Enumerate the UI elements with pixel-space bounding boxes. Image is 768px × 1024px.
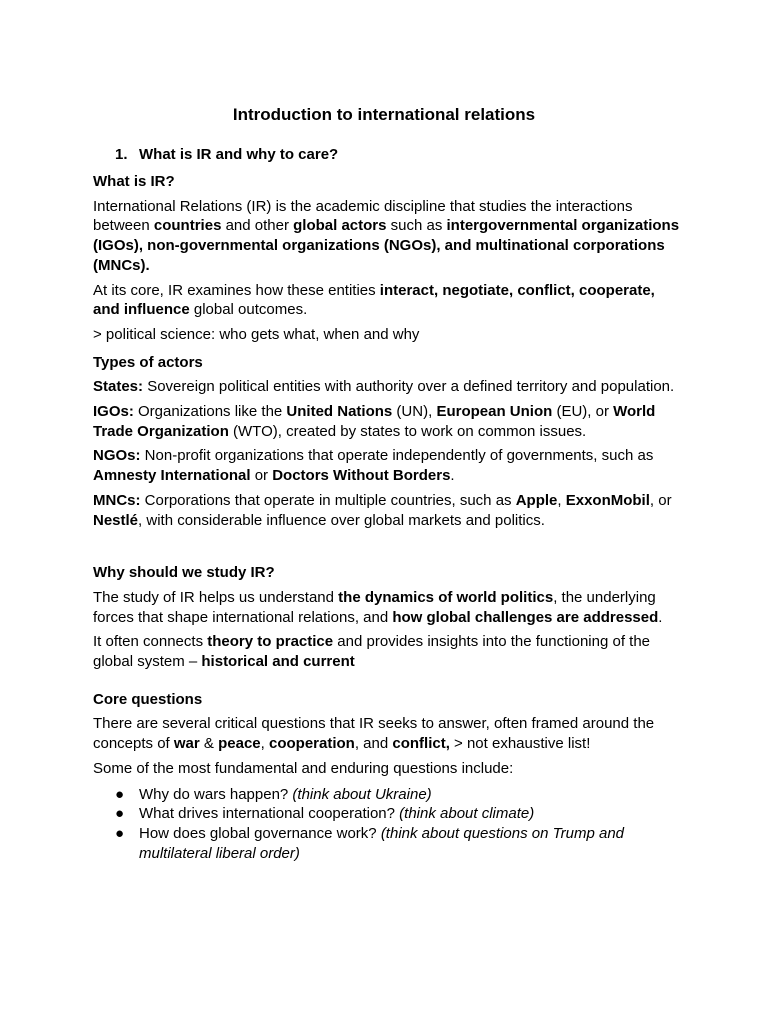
paragraph-mncs: MNCs: Corporations that operate in multiple countries, such as Apple, ExxonMobil, or Nestlé, with considerable influence over global markets and politics. <box>93 491 672 529</box>
section-heading-1 <box>115 145 338 165</box>
bullet-icon: ● <box>115 805 125 823</box>
document-title: Introduction to international relations <box>232 105 536 124</box>
list-item: ● Why do wars happen? (think about Ukraine) <box>115 785 432 803</box>
paragraph-igos: IGOs: Organizations like the United Nations (UN), European Union (EU), or World Trade Organization (WTO), created by states to work on common issues. <box>93 403 656 440</box>
paragraph-ir-definition: International Relations (IR) is the academic discipline that studies the interactions between countries and other global actors such as intergovernmental organizations (IGOs), non-governmental organizations (NGOs), and multinational corporations (MNCs). <box>93 197 680 274</box>
paragraph-ir-core: At its core, IR examines how these entities interact, negotiate, conflict, cooperate, and influence global outcomes. <box>93 281 655 319</box>
paragraph-fundamental-questions: Some of the most fundamental and enduring questions include: <box>93 759 514 777</box>
bullet-icon: ● <box>115 824 125 842</box>
list-item: ● What drives international cooperation? (think about climate) <box>115 805 535 823</box>
section-number: 1. <box>115 146 128 163</box>
heading-why-study-ir: Why should we study IR? <box>93 564 275 582</box>
paragraph-theory-practice: It often connects theory to practice and provides insights into the functioning of the global system – historical and current <box>93 633 650 671</box>
document-body <box>93 172 683 863</box>
paragraph-study-ir: The study of IR helps us understand the dynamics of world politics, the underlying forces that shape international relations, and how global challenges are addressed. <box>93 588 663 626</box>
paragraph-ngos: NGOs: Non-profit organizations that operate independently of governments, such as Amnesty International or Doctors Without Borders. <box>93 447 654 485</box>
list-item: ● How does global governance work? (think about questions on Trump and multilateral liberal order) <box>115 824 625 862</box>
paragraph-political-science: > political science: who gets what, when and why <box>93 325 420 343</box>
questions-list <box>93 785 683 864</box>
section-heading-text: What is IR and why to care? <box>139 146 339 163</box>
heading-what-is-ir: What is IR? <box>93 173 175 190</box>
heading-types-of-actors: Types of actors <box>93 353 203 371</box>
heading-core-questions: Core questions <box>93 690 203 708</box>
paragraph-states: States: Sovereign political entities with authority over a defined territory and population. <box>93 378 675 396</box>
paragraph-critical-questions: There are several critical questions that IR seeks to answer, often framed around the concepts of war & peace, cooperation, and conflict, > not exhaustive list! <box>93 715 655 753</box>
bullet-icon: ● <box>115 785 125 803</box>
